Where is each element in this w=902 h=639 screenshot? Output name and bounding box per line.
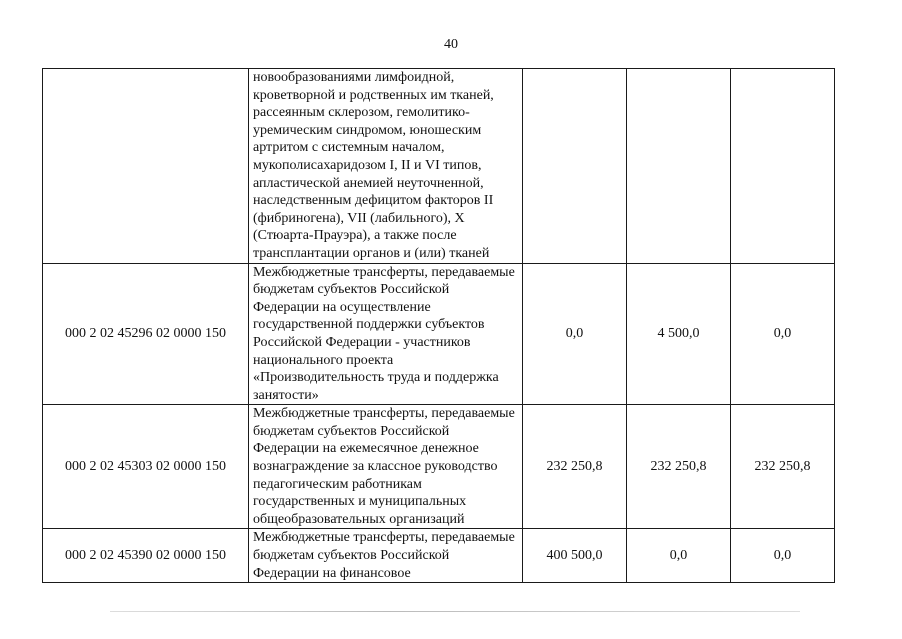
table-row	[43, 405, 835, 529]
description-cell	[249, 263, 523, 405]
value-year1-cell: 0,0	[523, 263, 627, 405]
value-year3-cell: 232 250,8	[731, 405, 835, 529]
page-number: 40	[444, 37, 458, 52]
value-year2-cell: 4 500,0	[627, 263, 731, 405]
table-row	[43, 69, 835, 264]
value-year2-cell: 232 250,8	[627, 405, 731, 529]
value-year3-cell	[731, 69, 835, 264]
budget-code-cell: 000 2 02 45390 02 0000 150	[43, 529, 249, 583]
description-cell	[249, 405, 523, 529]
value-year3-cell: 0,0	[731, 529, 835, 583]
scan-footer-line	[110, 611, 800, 612]
value-year2-cell: 0,0	[627, 529, 731, 583]
budget-table	[42, 68, 835, 583]
value-year1-cell: 232 250,8	[523, 405, 627, 529]
description-text: Межбюджетные трансферты, передаваемые бюджетам субъектов Российской Федерации на финансовое	[253, 530, 515, 581]
budget-code-cell	[43, 69, 249, 264]
description-text: Межбюджетные трансферты, передаваемые бюджетам субъектов Российской Федерации на ежемесячное денежное вознаграждение за классное руководство педагогическим работникам государственных и муниципальных общеобразовательных организаций	[253, 406, 515, 527]
description-cell	[249, 529, 523, 583]
description-text: Межбюджетные трансферты, передаваемые бюджетам субъектов Российской Федерации на осуществление государственной поддержки субъектов Российской Федерации - участников национального проекта «Производительность труда и поддержка занятости»	[253, 264, 515, 403]
budget-code-cell: 000 2 02 45303 02 0000 150	[43, 405, 249, 529]
table-row	[43, 263, 835, 405]
value-year1-cell	[523, 69, 627, 264]
value-year2-cell	[627, 69, 731, 264]
budget-code-cell: 000 2 02 45296 02 0000 150	[43, 263, 249, 405]
description-cell	[249, 69, 523, 264]
table-row	[43, 529, 835, 583]
value-year1-cell: 400 500,0	[523, 529, 627, 583]
description-text: новообразованиями лимфоидной, кроветворной и родственных им тканей, рассеянным склерозом, гемолитико-уремическим синдромом, юношеским артритом с системным началом, мукополисахаридозом I, II и VI типов, апластической анемией неуточненной, наследственным дефицитом факторов II (фибриногена), VII (лабильного), X (Стюарта-Прауэра), а также после трансплантации органов и (или) тканей	[253, 70, 494, 261]
value-year3-cell: 0,0	[731, 263, 835, 405]
